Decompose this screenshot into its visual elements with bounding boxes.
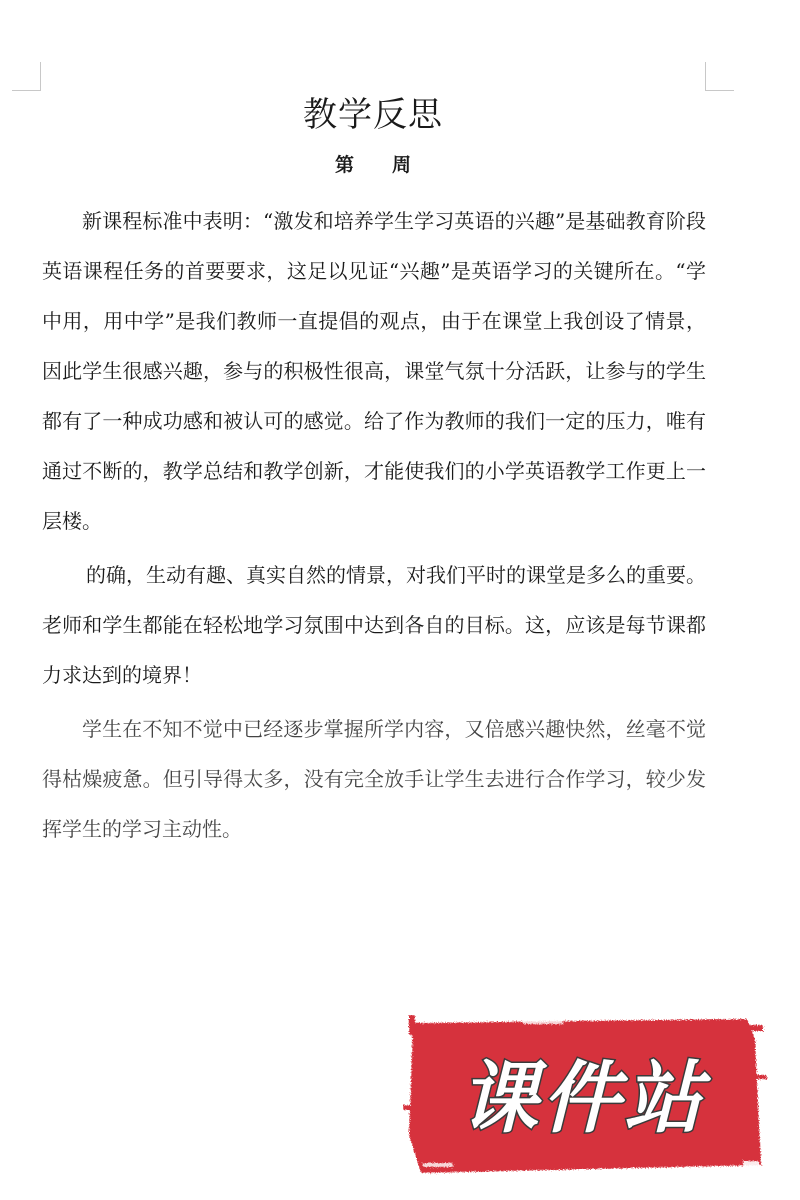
page-corner-mark-left	[12, 62, 41, 91]
paragraph-2: 的确，生动有趣、真实自然的情景，对我们平时的课堂是多么的重要。老师和学生都能在轻松地学习氛围中达到各自的目标。这，应该是每节课都力求达到的境界！	[42, 563, 706, 687]
paragraph-1: 新课程标准中表明：“激发和培养学生学习英语的兴趣”是基础教育阶段英语课程任务的首要要求，这足以见证“兴趣”是英语学习的关键所在。“学中用，用中学”是我们教师一直提倡的观点，由于在课堂上我创设了情景，因此学生很感兴趣，参与的积极性很高，课堂气氛十分活跃，让参与的学生都有了一种成功感和被认可的感觉。给了作为教师的我们一定的压力，唯有通过不断的，教学总结和教学创新，才能使我们的小学英语教学工作更上一层楼。	[42, 209, 706, 533]
watermark-logo-stamp	[403, 1015, 773, 1177]
watermark-logo-text: 课件站	[459, 1054, 707, 1144]
document-title: 教学反思	[303, 95, 443, 135]
page-corner-mark-right	[705, 62, 734, 91]
week-label-left: 第	[334, 154, 354, 176]
week-label-right: 周	[392, 154, 412, 176]
week-line	[0, 150, 746, 180]
paragraph-3: 学生在不知不觉中已经逐步掌握所学内容，又倍感兴趣快然，丝毫不觉得枯燥疲惫。但引导得太多，没有完全放手让学生去进行合作学习，较少发挥学生的学习主动性。	[42, 717, 706, 841]
document-body	[42, 196, 706, 854]
